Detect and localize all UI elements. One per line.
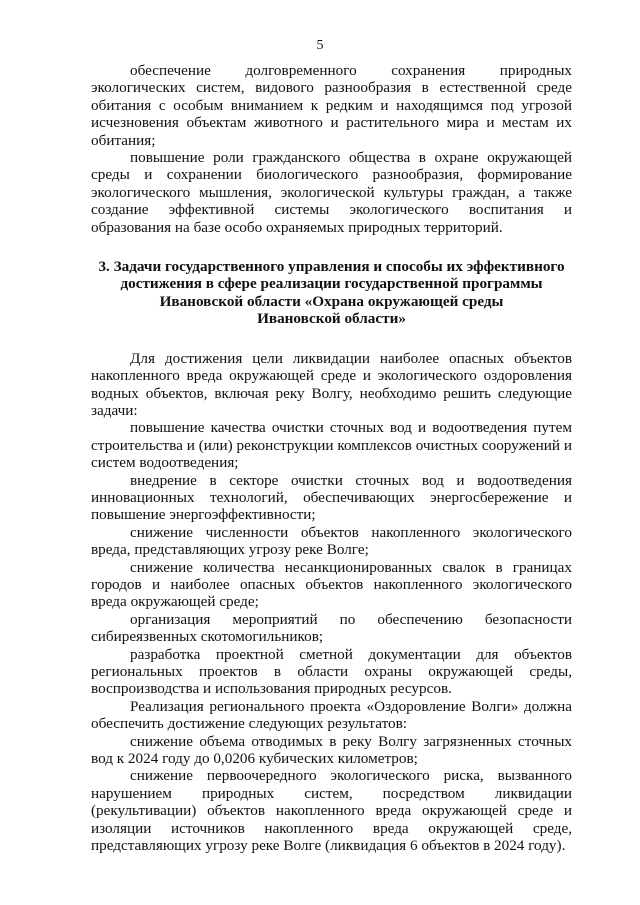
body-paragraph-6: организация мероприятий по обеспечению безопасности сибиреязвенных скотомогильников; <box>91 610 572 646</box>
intro-paragraph-2: повышение роли гражданского общества в охране окружающей среды и сохранении биологического разнообразия, формирование экологического мышления, экологической культуры граждан, а также создание эффективной системы экологического воспитания и образования на базе особо охраняемых природных территорий. <box>91 149 572 236</box>
body-paragraph-8: Реализация регионального проекта «Оздоровление Волги» должна обеспечить достижение следующих результатов: <box>91 697 572 733</box>
intro-paragraph-1: обеспечение долговременного сохранения природных экологических систем, видового разнообразия в естественной среде обитания с особым вниманием к редким и находящимся под угрозой исчезновения объектам животного и растительного мира и местам их обитания; <box>91 62 572 149</box>
body-paragraph-10: снижение первоочередного экологического риска, вызванного нарушением природных систем, посредством ликвидации (рекультивации) объектов накопленного вреда окружающей среде и изоляции источников накопленного вреда окружающей среде, представляющих угрозу реке Волге (ликвидация 6 объектов в 2024 году). <box>91 767 572 855</box>
section-heading-line-4: Ивановской области» <box>257 310 406 328</box>
body-paragraph-1: Для достижения цели ликвидации наиболее опасных объектов накопленного вреда окружающей среде и экологического оздоровления водных объектов, включая реку Волгу, необходимо решить следующие задачи: <box>91 349 572 419</box>
document-body <box>91 62 572 854</box>
page-number: 5 <box>316 38 324 53</box>
section-heading-line-1: 3. Задачи государственного управления и способы их эффективного <box>98 258 565 276</box>
body-paragraph-9: снижение объема отводимых в реку Волгу загрязненных сточных вод к 2024 году до 0,0206 кубических километров; <box>91 732 572 768</box>
section-heading <box>91 258 572 328</box>
section-heading-line-3: Ивановской области «Охрана окружающей среды <box>159 292 504 310</box>
body-paragraph-4: снижение численности объектов накопленного экологического вреда, представляющих угрозу реке Волге; <box>91 523 572 559</box>
body-paragraph-2: повышение качества очистки сточных вод и водоотведения путем строительства и (или) реконструкции комплексов очистных сооружений и систем водоотведения; <box>91 419 572 472</box>
body-paragraph-3: внедрение в секторе очистки сточных вод и водоотведения инновационных технологий, обеспечивающих энергосбережение и повышение энергоэффективности; <box>91 471 572 524</box>
body-paragraph-7: разработка проектной сметной документации для объектов региональных проектов в области охраны окружающей среды, воспроизводства и использования природных ресурсов. <box>91 645 572 698</box>
body-paragraph-5: снижение количества несанкционированных свалок в границах городов и наиболее опасных объектов накопленного экологического вреда окружающей среде; <box>91 558 572 611</box>
section-heading-line-2: достижения в сфере реализации государственной программы <box>120 275 543 293</box>
